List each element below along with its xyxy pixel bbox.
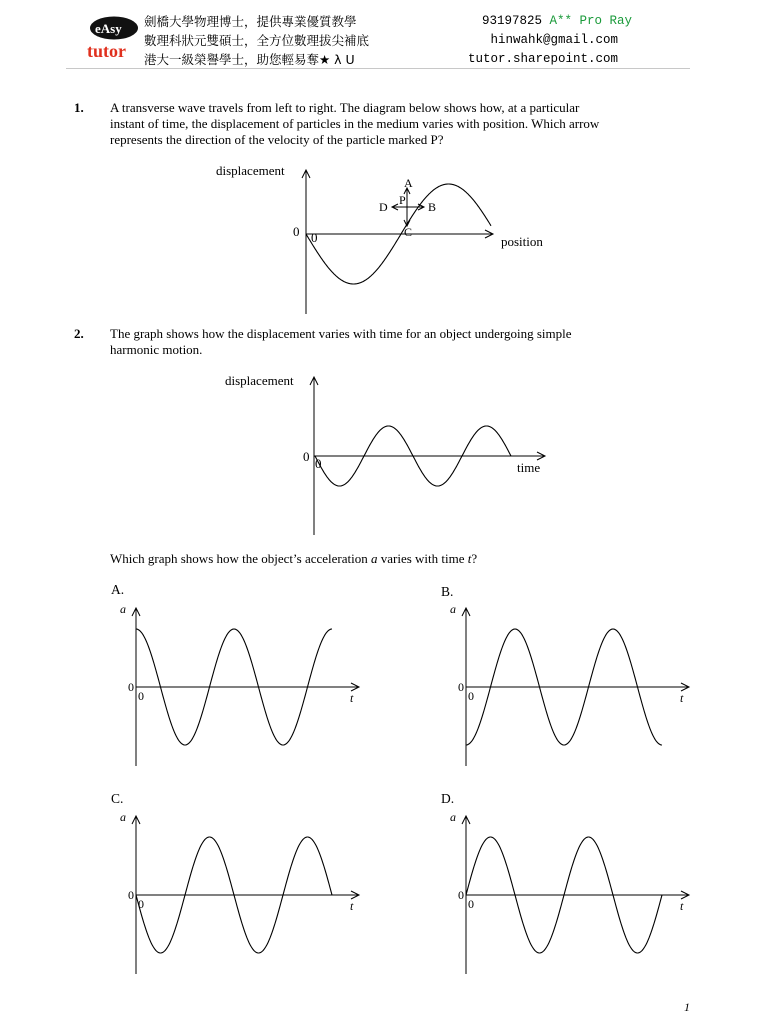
email[interactable]: hinwahk@gmail.com [490,33,618,47]
question-2-prompt [110,551,477,567]
question-2-text [110,326,670,358]
x-axis-label: t [350,691,354,705]
x-axis-label: time [517,460,541,475]
label-d: D [379,200,388,214]
website[interactable]: tutor.sharepoint.com [467,52,618,66]
easy-tutor-logo [86,14,142,64]
x-axis-label: t [680,899,684,913]
y-axis-label: displacement [225,373,294,388]
origin-label-right: 0 [138,689,144,703]
option-a-label[interactable]: A. [111,582,125,597]
question-1-text [110,100,670,148]
option-b-graph[interactable] [442,598,702,770]
prompt-a: a [371,551,378,566]
x-axis-label: t [350,899,354,913]
origin-label-left: 0 [128,888,134,902]
origin-label-left: 0 [458,888,464,902]
page-number: 1 [684,1000,690,1014]
option-d-label[interactable]: D. [441,791,455,806]
option-c-label[interactable]: C. [111,791,124,806]
origin-label-right: 0 [138,897,144,911]
question-1-number: 1. [74,100,84,115]
question-2-number: 2. [74,326,84,341]
option-a-graph[interactable] [112,598,372,770]
question-2-line: The graph shows how the displacement varies with time for an object undergoing simple [110,326,572,341]
x-axis-label: t [680,691,684,705]
velocity-arrows [392,188,424,226]
y-axis-label: a [120,602,126,616]
option-b-label[interactable]: B. [441,584,454,599]
y-axis-label: a [450,810,456,824]
option-c-graph[interactable] [112,806,372,978]
label-b: B [428,200,437,214]
logo-bottom-text: tutor [87,41,126,61]
prompt-t: t [467,551,472,566]
logo-top-text: eAsy [95,21,122,36]
origin-label-left: 0 [458,680,464,694]
origin-label-right: 0 [468,689,474,703]
x-axis-label: position [501,234,543,249]
header-line-3: 港大一級榮譽學士，助您輕易奪★ λ U [144,52,355,67]
phone-number: 93197825 [482,14,543,28]
header-line-1: 劍橋大學物理博士，提供專業優質教學 [144,14,357,29]
header-contact-line [482,12,632,31]
header-line-2: 數理科狀元雙碩士，全方位數理拔尖補底 [144,33,370,48]
prompt-text-mid: varies with time [377,551,468,566]
label-c: C [404,225,413,239]
question-1-line: A transverse wave travels from left to right. The diagram below shows how, at a particular [110,100,580,115]
origin-label-left: 0 [293,224,300,239]
origin-label-left: 0 [303,449,310,464]
question-1-line: instant of time, the displacement of particles in the medium varies with position. Which arrow [110,116,600,131]
option-d-graph[interactable] [442,806,702,978]
y-axis-label: a [120,810,126,824]
question-2-line: harmonic motion. [110,342,203,357]
question-2-shm-diagram [215,370,555,540]
question-1-line: represents the direction of the velocity of the particle marked P? [110,132,444,147]
label-p: P [399,193,406,207]
origin-label-right: 0 [468,897,474,911]
origin-label-left: 0 [128,680,134,694]
label-a: A [404,176,413,190]
header-divider [66,68,690,69]
y-axis-label: a [450,602,456,616]
question-1-wave-diagram [200,158,570,318]
y-axis-label: displacement [216,163,285,178]
tagline: A** Pro Ray [549,14,633,28]
prompt-end: ? [471,551,478,566]
origin-label-right: 0 [311,230,318,245]
prompt-text: Which graph shows how the object’s acceleration [110,551,371,566]
origin-label-right: 0 [315,456,322,471]
